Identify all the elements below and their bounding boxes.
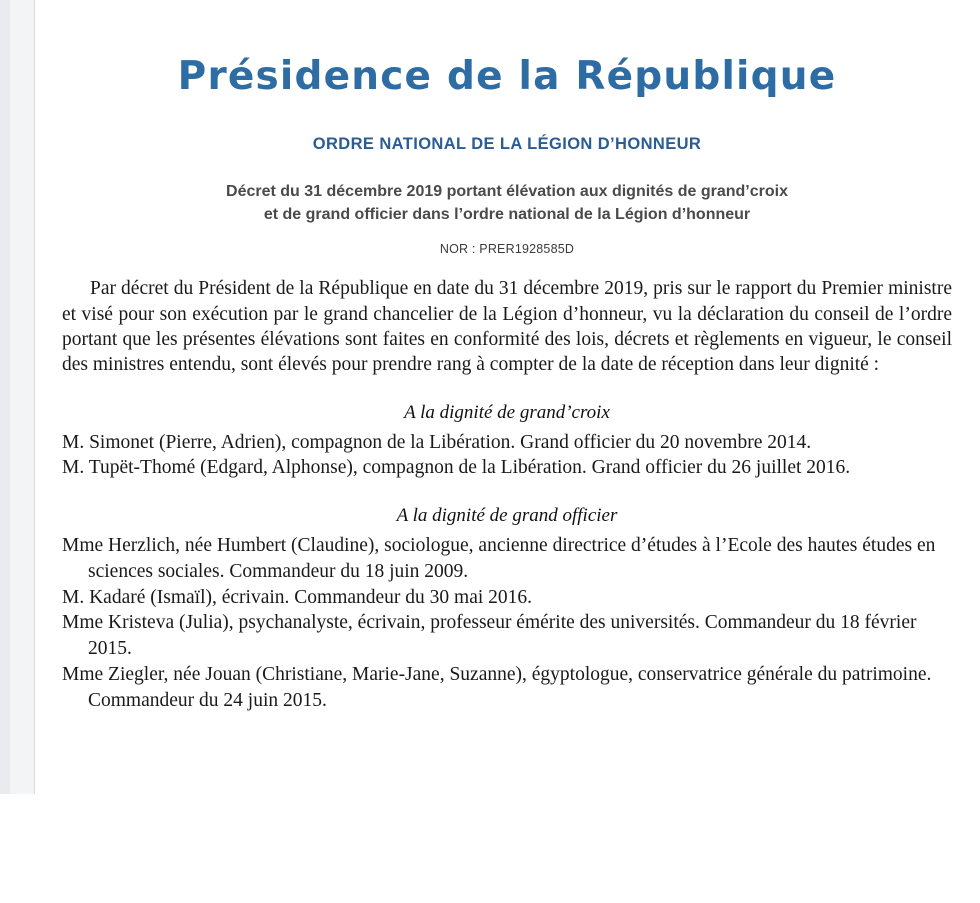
section-entries-grand-officier: [34, 533, 980, 713]
page-left-margin-strip: [0, 0, 35, 794]
order-subtitle: ORDRE NATIONAL DE LA LÉGION D’HONNEUR: [312, 134, 702, 153]
decree-title-line-2: et de grand officier dans l’ordre national de la Légion d’honneur: [263, 206, 751, 224]
nor-value: PRER1928585D: [479, 242, 575, 257]
preamble-text: Par décret du Président de la République en date du 31 décembre 2019, pris sur le rapport du Premier ministre et visé pour son exécution par le grand chancelier de la Légion d’honneur, vu la déclaration du conseil de l’ordre portant que les présentes élévations sont faites en conformité des lois, décrets et règlements en vigueur, le conseil des ministres entendu, sont élevés pour prendre rang à compter de la date de réception dans leur dignité :: [62, 278, 952, 376]
section-heading-grand-croix: A la dignité de grand’croix: [404, 401, 610, 423]
nor-label: NOR :: [439, 242, 476, 257]
preamble-paragraph: [34, 276, 980, 377]
page-title: Présidence de la République: [177, 54, 837, 99]
list-item: Mme Kristeva (Julia), psychanalyste, écrivain, professeur émérite des universités. Commandeur du 18 février 2015.: [62, 612, 917, 660]
decree-title-line-1: Décret du 31 décembre 2019 portant élévation aux dignités de grand’croix: [226, 182, 788, 200]
section-heading-grand-officier: A la dignité de grand officier: [396, 505, 618, 527]
page-edge-shadow: [0, 0, 10, 794]
list-item: M. Simonet (Pierre, Adrien), compagnon de la Libération. Grand officier du 20 novembre 2014.: [62, 431, 812, 453]
list-item: Mme Herzlich, née Humbert (Claudine), sociologue, ancienne directrice d’études à l’Ecole des hautes études en sciences sociales. Commandeur du 18 juin 2009.: [62, 535, 936, 582]
decree-title: [34, 180, 980, 226]
list-item: M. Kadaré (Ismaïl), écrivain. Commandeur du 30 mai 2016.: [62, 586, 533, 608]
list-item: Mme Ziegler, née Jouan (Christiane, Marie-Jane, Suzanne), égyptologue, conservatrice générale du patrimoine. Commandeur du 24 juin 2015.: [62, 663, 932, 711]
list-item: M. Tupët-Thomé (Edgard, Alphonse), compagnon de la Libération. Grand officier du 26 juillet 2016.: [62, 457, 851, 479]
document-content: [34, 0, 980, 794]
nor-reference: [34, 242, 980, 256]
page-bottom-whitespace: [34, 713, 980, 903]
section-entries-grand-croix: [34, 430, 980, 481]
